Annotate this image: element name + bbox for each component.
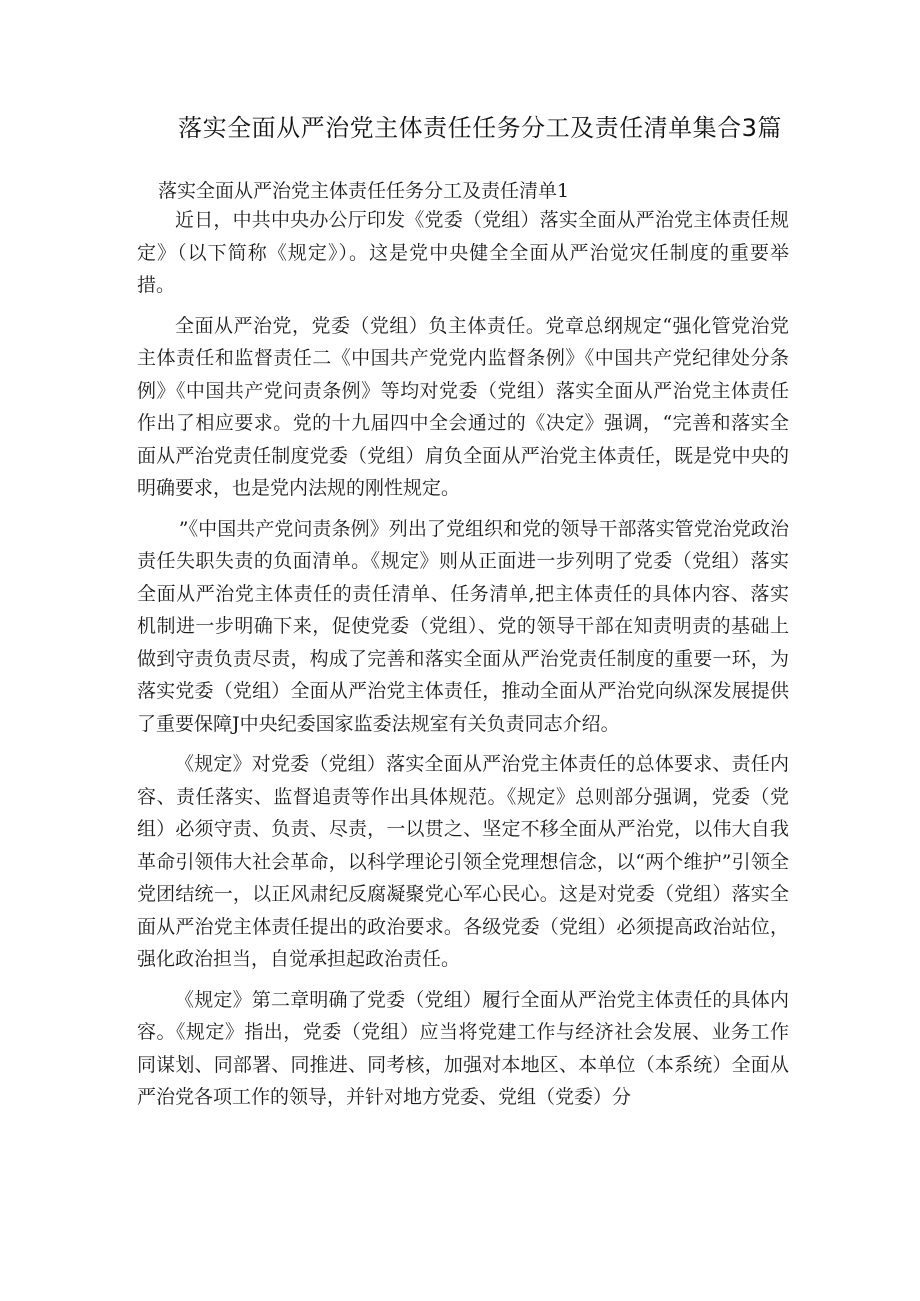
paragraph-2: 全面从严治党，党委（党组）负主体责任。党章总纲规定“强化管党治党主体责任和监督责任二《中国共产党党内监督条例》《中国共产党纪律处分条例》《中国共产党问责条例》等均对党委（党组）落实全面从严治党主体责任作出了相应要求。党的十九届四中全会通过的《决定》强调，“完善和落实全面从严治党责任制度党委（党组）肩负全面从严治党主体责任，既是党中央的明确要求，也是党内法规的刚性规定。	[137, 314, 789, 499]
section-heading: 落实全面从严治党主体责任任务分工及责任清单1	[158, 180, 570, 202]
document-body	[137, 204, 789, 1122]
document-title: 落实全面从严治党主体责任任务分工及责任清单集合3篇	[178, 114, 782, 142]
paragraph-3: ”《中国共产党问责条例》列出了党组织和党的领导干部落实管党治党政治责任失职失责的负面清单。《规定》则从正面进一步列明了党委（党组）落实全面从严治党主体责任的责任清单、任务清单,把主体责任的具体内容、落实机制进一步明确下来，促使党委（党组）、党的领导干部在知责明责的基础上做到守责负责尽责，构成了完善和落实全面从严治党责任制度的重要一环，为落实党委（党组）全面从严治党主体责任，推动全面从严治党向纵深发展提供了重要保障J中央纪委国家监委法规室有关负责同志介绍。	[137, 517, 789, 735]
paragraph-1: 近日，中共中央办公厅印发《党委（党组）落实全面从严治党主体责任规定》（以下简称《规定》）。这是党中央健全全面从严治觉灾任制度的重要举措。	[137, 209, 789, 296]
paragraph-5: 《规定》第二章明确了党委（党组）履行全面从严治党主体责任的具体内容。《规定》指出，党委（党组）应当将党建工作与经济社会发展、业务工作同谋划、同部署、同推进、同考核，加强对本地区、本单位（本系统）全面从严治党各项工作的领导，并针对地方党委、党组（党委）分	[137, 988, 789, 1108]
paragraph-4: 《规定》对党委（党组）落实全面从严治党主体责任的总体要求、责任内容、责任落实、监督追责等作出具体规范。《规定》总则部分强调，党委（党组）必须守责、负责、尽责，一以贯之、坚定不移全面从严治党，以伟大自我革命引领伟大社会革命，以科学理论引领全党理想信念，以“两个维护”引领全党团结统一，以正风肃纪反腐凝聚党心军心民心。这是对党委（党组）落实全面从严治党主体责任提出的政治要求。各级党委（党组）必须提高政治站位，强化政治担当，自觉承担起政治责任。	[137, 753, 789, 970]
